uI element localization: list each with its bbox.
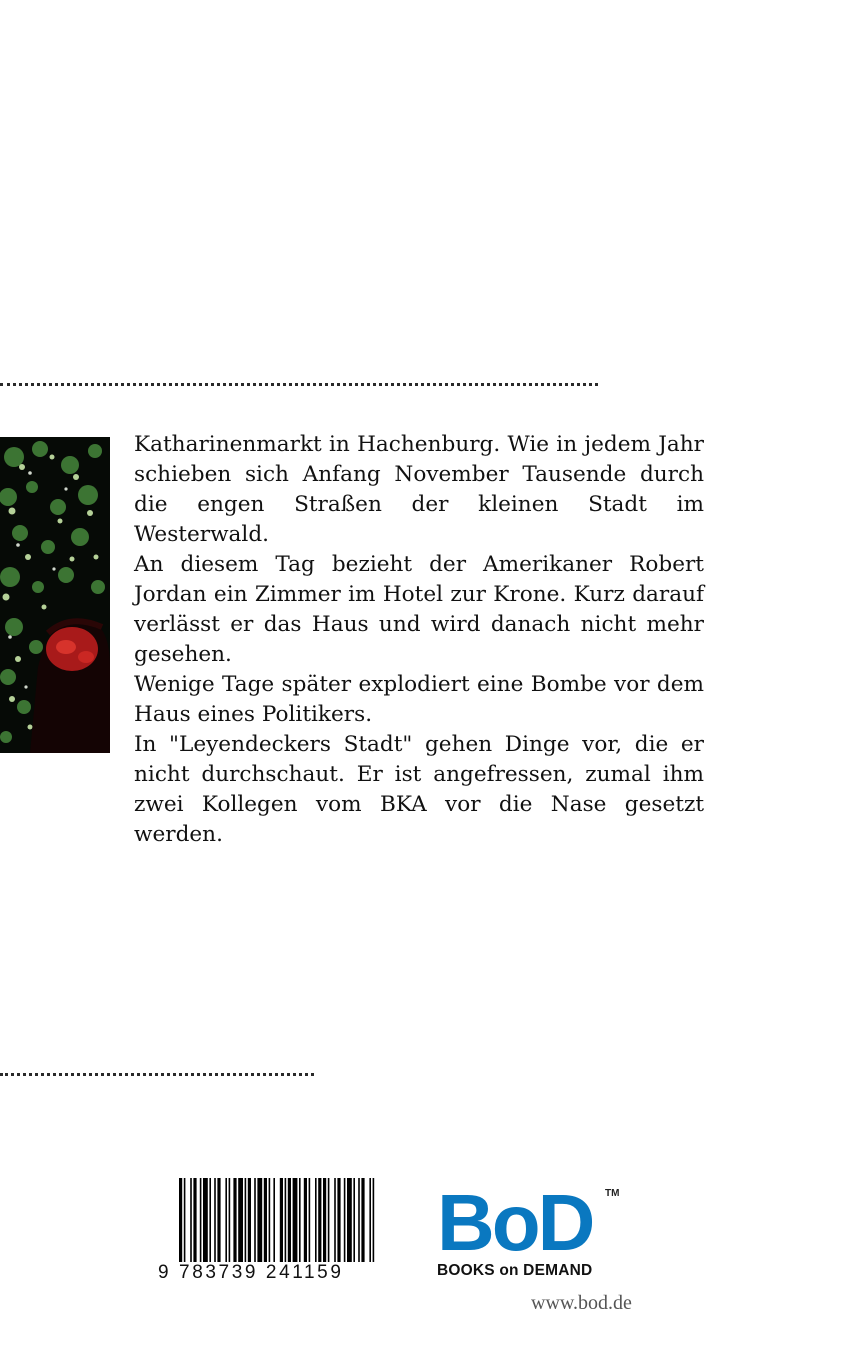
blurb-paragraph: An diesem Tag bezieht der Amerikaner Robert Jordan ein Zimmer im Hotel zur Krone. Kurz darauf verlässt er das Haus und wird danach nicht mehr gesehen. bbox=[134, 552, 704, 667]
barcode-bar bbox=[337, 1178, 340, 1268]
trademark-symbol: TM bbox=[605, 1188, 620, 1199]
barcode-bar bbox=[285, 1178, 287, 1268]
barcode-bar bbox=[299, 1178, 301, 1268]
isbn-number: 9 783739 241159 bbox=[156, 1262, 388, 1284]
bod-logo-mark: BoD bbox=[437, 1178, 593, 1267]
barcode-bar bbox=[269, 1178, 271, 1268]
barcode-bar bbox=[190, 1178, 192, 1268]
barcode-bar bbox=[273, 1178, 275, 1268]
publisher-tagline: BOOKS on DEMAND bbox=[437, 1262, 593, 1279]
barcode-bar bbox=[353, 1178, 355, 1268]
barcode-bar bbox=[225, 1178, 227, 1268]
publisher-website: www.bod.de bbox=[531, 1292, 632, 1314]
barcode-bar bbox=[209, 1178, 211, 1268]
blurb-paragraph: Wenige Tage später explodiert eine Bombe vor dem Haus eines Politikers. bbox=[134, 672, 704, 727]
barcode-bar bbox=[238, 1178, 243, 1268]
barcode-bar bbox=[288, 1178, 291, 1268]
barcode-bar bbox=[200, 1178, 202, 1268]
barcode-bar bbox=[347, 1178, 352, 1268]
barcode-bar bbox=[248, 1178, 251, 1268]
barcode-bar bbox=[293, 1178, 298, 1268]
barcode-bar bbox=[254, 1178, 256, 1268]
barcode-bar bbox=[257, 1178, 262, 1268]
barcode-bar bbox=[323, 1178, 326, 1268]
blurb-paragraph: In "Leyendeckers Stadt" gehen Dinge vor, die er nicht durchschaut. Er ist angefressen, zumal ihm zwei Kollegen vom BKA vor die Nase gesetzt werden. bbox=[134, 732, 704, 847]
barcode-bar bbox=[334, 1178, 336, 1268]
barcode-bar bbox=[214, 1178, 216, 1268]
barcode-bar bbox=[217, 1178, 220, 1268]
barcode-bar bbox=[264, 1178, 267, 1268]
barcode-bar bbox=[203, 1178, 208, 1268]
barcode-bar bbox=[233, 1178, 236, 1268]
barcode-bar bbox=[193, 1178, 196, 1268]
barcode-bar bbox=[309, 1178, 311, 1268]
barcode-bar bbox=[358, 1178, 360, 1268]
barcode-bar bbox=[318, 1178, 321, 1268]
dotted-divider-top bbox=[0, 383, 598, 386]
barcode-bar bbox=[245, 1178, 247, 1268]
barcode-bar bbox=[304, 1178, 307, 1268]
blurb-paragraph: Katharinenmarkt in Hachenburg. Wie in jedem Jahr schieben sich Anfang November Tausende durch die engen Straßen der kleinen Stadt im Westerwald. bbox=[134, 432, 704, 547]
barcode-bar bbox=[315, 1178, 317, 1268]
dotted-divider-bottom bbox=[0, 1073, 314, 1076]
publisher-logo bbox=[437, 1178, 627, 1279]
barcode-bar bbox=[229, 1178, 231, 1268]
back-cover-blurb bbox=[134, 430, 704, 850]
barcode-bar bbox=[361, 1178, 364, 1268]
author-photo bbox=[0, 437, 110, 753]
barcode-bar bbox=[280, 1178, 283, 1268]
barcode-bar bbox=[344, 1178, 346, 1268]
